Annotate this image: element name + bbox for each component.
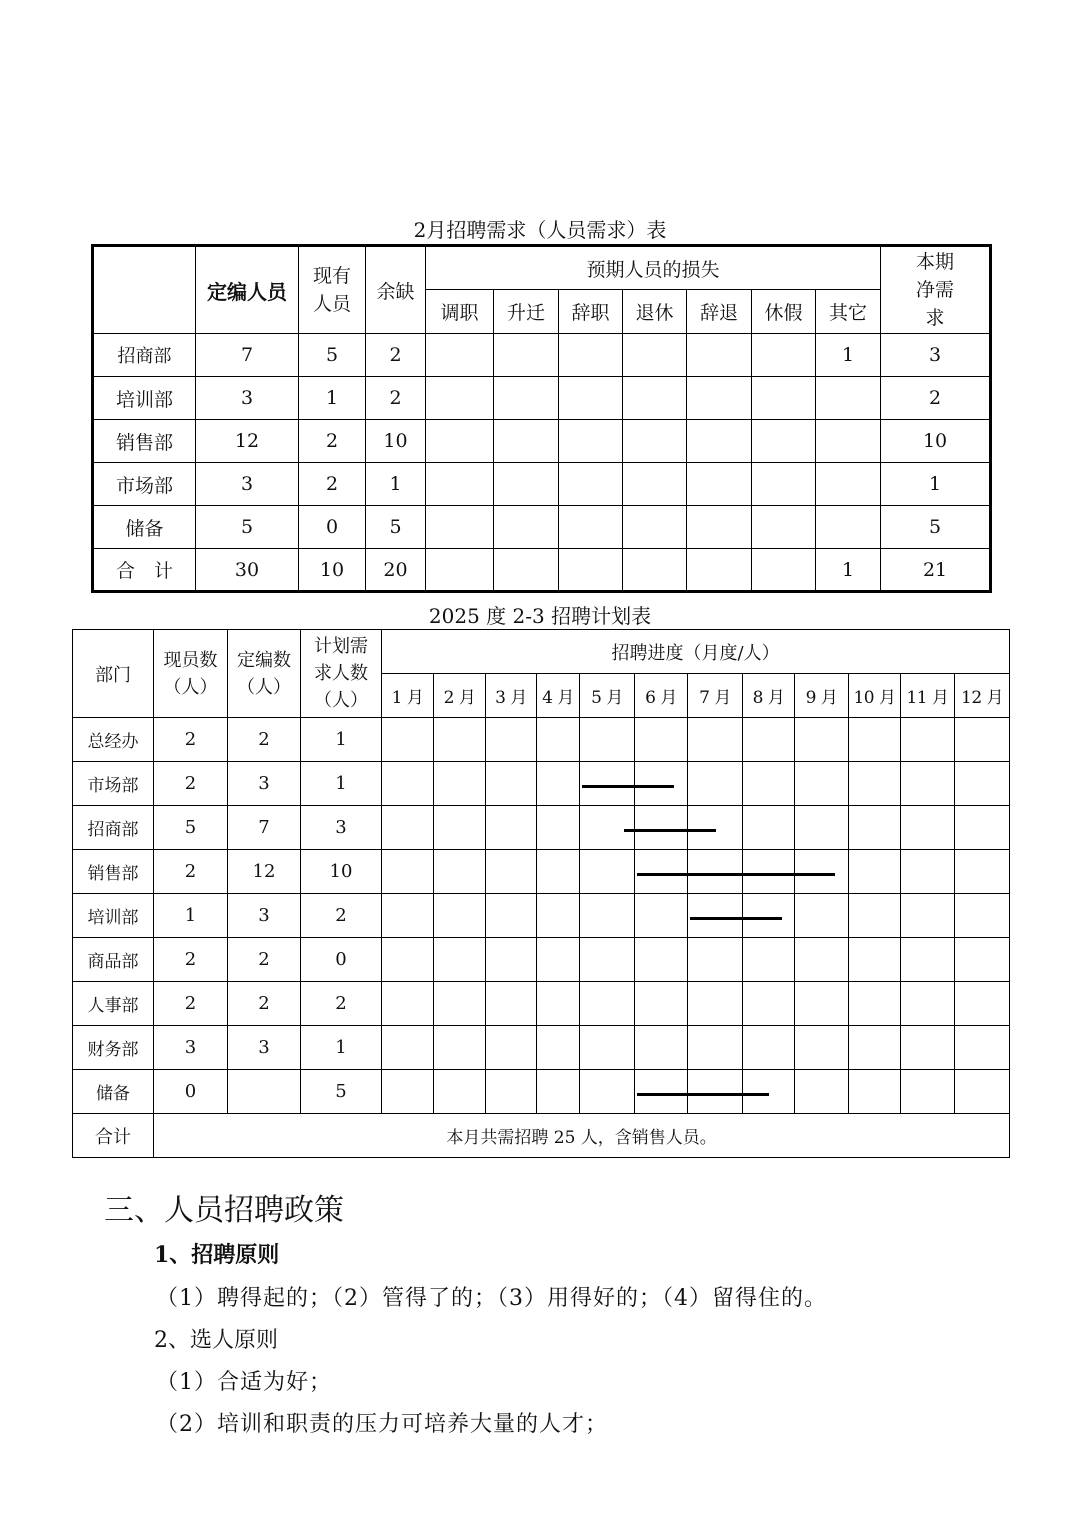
table-row bbox=[93, 420, 991, 463]
month-cell bbox=[635, 894, 688, 938]
other-loss-cell bbox=[816, 377, 881, 420]
recruitment-demand-table bbox=[91, 244, 992, 593]
plan-cell: 1 bbox=[301, 1026, 382, 1070]
table-row bbox=[93, 377, 991, 420]
other-loss-cell bbox=[816, 420, 881, 463]
table-row bbox=[73, 938, 1010, 982]
loss-cell bbox=[752, 506, 816, 549]
month-cell bbox=[486, 1026, 537, 1070]
header-month: 10 月 bbox=[849, 674, 901, 718]
table-row bbox=[73, 850, 1010, 894]
net-cell: 5 bbox=[881, 506, 991, 549]
month-cell bbox=[635, 1026, 688, 1070]
loss-cell bbox=[687, 506, 752, 549]
month-cell bbox=[580, 762, 635, 806]
table-row bbox=[93, 463, 991, 506]
table-row bbox=[73, 806, 1010, 850]
xianyou-cell: 10 bbox=[299, 549, 366, 592]
month-cell bbox=[795, 1070, 849, 1114]
bianzhi-cell: 7 bbox=[196, 334, 299, 377]
month-cell bbox=[382, 850, 434, 894]
total-note: 本月共需招聘 25 人，含销售人员。 bbox=[154, 1114, 1010, 1158]
month-cell bbox=[795, 938, 849, 982]
plan-cell: 2 bbox=[301, 894, 382, 938]
loss-cell bbox=[559, 549, 623, 592]
header-month: 4 月 bbox=[537, 674, 580, 718]
loss-cell bbox=[494, 420, 559, 463]
loss-cell bbox=[752, 377, 816, 420]
month-cell bbox=[580, 1070, 635, 1114]
month-cell bbox=[688, 894, 743, 938]
dept-cell: 销售部 bbox=[73, 850, 154, 894]
month-cell bbox=[382, 982, 434, 1026]
month-cell bbox=[955, 850, 1010, 894]
month-cell bbox=[382, 938, 434, 982]
month-cell bbox=[486, 938, 537, 982]
plan-cell: 5 bbox=[301, 1070, 382, 1114]
month-cell bbox=[743, 1026, 795, 1070]
quota-cell: 2 bbox=[228, 982, 301, 1026]
dept-cell: 销售部 bbox=[93, 420, 196, 463]
month-cell bbox=[580, 806, 635, 850]
net-cell: 1 bbox=[881, 463, 991, 506]
month-cell bbox=[901, 982, 955, 1026]
header-loss-col: 辞退 bbox=[687, 290, 752, 334]
loss-cell bbox=[559, 334, 623, 377]
loss-cell bbox=[752, 549, 816, 592]
yuque-cell: 1 bbox=[366, 463, 426, 506]
month-cell bbox=[635, 806, 688, 850]
loss-cell bbox=[494, 377, 559, 420]
xianyou-cell: 1 bbox=[299, 377, 366, 420]
table-row bbox=[93, 549, 991, 592]
header-progress: 招聘进度（月度/人） bbox=[382, 630, 1010, 674]
dept-cell: 储备 bbox=[93, 506, 196, 549]
month-cell bbox=[580, 982, 635, 1026]
month-cell bbox=[580, 1026, 635, 1070]
month-cell bbox=[537, 982, 580, 1026]
month-cell bbox=[688, 762, 743, 806]
month-cell bbox=[955, 718, 1010, 762]
loss-cell bbox=[494, 463, 559, 506]
loss-cell bbox=[623, 463, 687, 506]
header-loss-col: 退休 bbox=[623, 290, 687, 334]
month-cell bbox=[434, 894, 486, 938]
month-cell bbox=[382, 894, 434, 938]
header-month: 12 月 bbox=[955, 674, 1010, 718]
month-cell bbox=[635, 938, 688, 982]
header-loss-col: 升迁 bbox=[494, 290, 559, 334]
table-row bbox=[73, 1070, 1010, 1114]
yuque-cell: 10 bbox=[366, 420, 426, 463]
month-cell bbox=[688, 938, 743, 982]
quota-cell: 12 bbox=[228, 850, 301, 894]
table-row bbox=[73, 762, 1010, 806]
current-cell: 5 bbox=[154, 806, 228, 850]
month-cell bbox=[795, 982, 849, 1026]
month-cell bbox=[955, 938, 1010, 982]
loss-cell bbox=[494, 549, 559, 592]
dept-cell: 培训部 bbox=[73, 894, 154, 938]
header-month: 11 月 bbox=[901, 674, 955, 718]
month-cell bbox=[795, 894, 849, 938]
loss-cell bbox=[494, 334, 559, 377]
month-cell bbox=[955, 762, 1010, 806]
month-cell bbox=[486, 718, 537, 762]
yuque-cell: 5 bbox=[366, 506, 426, 549]
month-cell bbox=[743, 938, 795, 982]
loss-cell bbox=[687, 463, 752, 506]
section-heading: 三、人员招聘政策 bbox=[104, 1193, 344, 1228]
dept-cell: 财务部 bbox=[73, 1026, 154, 1070]
header-month: 6 月 bbox=[635, 674, 688, 718]
dept-cell: 培训部 bbox=[93, 377, 196, 420]
current-cell: 0 bbox=[154, 1070, 228, 1114]
plan-cell: 10 bbox=[301, 850, 382, 894]
header-plan: 计划需求人数（人） bbox=[301, 630, 382, 718]
loss-cell bbox=[426, 506, 494, 549]
month-cell bbox=[955, 1070, 1010, 1114]
month-cell bbox=[901, 1070, 955, 1114]
current-cell: 2 bbox=[154, 718, 228, 762]
net-cell: 10 bbox=[881, 420, 991, 463]
month-cell bbox=[795, 762, 849, 806]
paragraph-principles: （1）聘得起的；（2）管得了的；（3）用得好的；（4）留得住的。 bbox=[156, 1286, 827, 1311]
table1-title: 2月招聘需求（人员需求）表 bbox=[413, 218, 667, 242]
month-cell bbox=[635, 762, 688, 806]
loss-cell bbox=[559, 506, 623, 549]
loss-cell bbox=[623, 334, 687, 377]
month-cell bbox=[434, 806, 486, 850]
header-month: 1 月 bbox=[382, 674, 434, 718]
month-cell bbox=[849, 894, 901, 938]
current-cell: 1 bbox=[154, 894, 228, 938]
header-quota: 定编数（人） bbox=[228, 630, 301, 718]
other-loss-cell: 1 bbox=[816, 549, 881, 592]
header-yuque: 余缺 bbox=[366, 246, 426, 334]
header-month: 3 月 bbox=[486, 674, 537, 718]
month-cell bbox=[849, 982, 901, 1026]
current-cell: 2 bbox=[154, 762, 228, 806]
month-cell bbox=[743, 1070, 795, 1114]
dept-cell: 人事部 bbox=[73, 982, 154, 1026]
month-cell bbox=[434, 1070, 486, 1114]
loss-cell bbox=[426, 334, 494, 377]
dept-cell: 储备 bbox=[73, 1070, 154, 1114]
month-cell bbox=[743, 718, 795, 762]
month-cell bbox=[849, 806, 901, 850]
dept-cell: 招商部 bbox=[73, 806, 154, 850]
other-loss-cell: 1 bbox=[816, 334, 881, 377]
month-cell bbox=[849, 938, 901, 982]
month-cell bbox=[486, 806, 537, 850]
plan-cell: 1 bbox=[301, 718, 382, 762]
dept-cell: 合 计 bbox=[93, 549, 196, 592]
month-cell bbox=[955, 982, 1010, 1026]
dept-cell: 总经办 bbox=[73, 718, 154, 762]
month-cell bbox=[743, 762, 795, 806]
loss-cell bbox=[687, 549, 752, 592]
month-cell bbox=[795, 850, 849, 894]
month-cell bbox=[795, 806, 849, 850]
header-blank bbox=[93, 246, 196, 334]
table-row bbox=[93, 506, 991, 549]
quota-cell: 3 bbox=[228, 894, 301, 938]
month-cell bbox=[955, 806, 1010, 850]
table-row bbox=[73, 894, 1010, 938]
header-loss-col: 其它 bbox=[816, 290, 881, 334]
month-cell bbox=[537, 806, 580, 850]
paragraph-item-1: （1）合适为好； bbox=[156, 1370, 332, 1395]
month-cell bbox=[434, 718, 486, 762]
month-cell bbox=[688, 982, 743, 1026]
header-month: 8 月 bbox=[743, 674, 795, 718]
current-cell: 3 bbox=[154, 1026, 228, 1070]
month-cell bbox=[537, 938, 580, 982]
other-loss-cell bbox=[816, 506, 881, 549]
loss-cell bbox=[559, 463, 623, 506]
month-cell bbox=[635, 1070, 688, 1114]
subheading-recruit-principle: 1、招聘原则 bbox=[154, 1242, 280, 1268]
month-cell bbox=[688, 718, 743, 762]
month-cell bbox=[901, 762, 955, 806]
yuque-cell: 2 bbox=[366, 377, 426, 420]
month-cell bbox=[382, 762, 434, 806]
quota-cell: 2 bbox=[228, 718, 301, 762]
loss-cell bbox=[623, 549, 687, 592]
loss-cell bbox=[426, 463, 494, 506]
xianyou-cell: 5 bbox=[299, 334, 366, 377]
month-cell bbox=[901, 850, 955, 894]
month-cell bbox=[795, 1026, 849, 1070]
month-cell bbox=[434, 762, 486, 806]
month-cell bbox=[901, 894, 955, 938]
net-cell: 21 bbox=[881, 549, 991, 592]
bianzhi-cell: 5 bbox=[196, 506, 299, 549]
table-row bbox=[73, 1026, 1010, 1070]
month-cell bbox=[635, 850, 688, 894]
paragraph-item-2: （2）培训和职责的压力可培养大量的人才； bbox=[156, 1412, 608, 1437]
month-cell bbox=[901, 938, 955, 982]
month-cell bbox=[688, 806, 743, 850]
month-cell bbox=[849, 1070, 901, 1114]
plan-cell: 0 bbox=[301, 938, 382, 982]
bianzhi-cell: 12 bbox=[196, 420, 299, 463]
header-month: 5 月 bbox=[580, 674, 635, 718]
loss-cell bbox=[687, 334, 752, 377]
month-cell bbox=[635, 982, 688, 1026]
xianyou-cell: 2 bbox=[299, 463, 366, 506]
xianyou-cell: 0 bbox=[299, 506, 366, 549]
header-current: 现员数（人） bbox=[154, 630, 228, 718]
table-row bbox=[73, 982, 1010, 1026]
month-cell bbox=[955, 1026, 1010, 1070]
month-cell bbox=[688, 1026, 743, 1070]
month-cell bbox=[537, 762, 580, 806]
month-cell bbox=[849, 762, 901, 806]
month-cell bbox=[382, 718, 434, 762]
loss-cell bbox=[623, 377, 687, 420]
loss-cell bbox=[426, 377, 494, 420]
month-cell bbox=[955, 894, 1010, 938]
bianzhi-cell: 3 bbox=[196, 377, 299, 420]
header-dept: 部门 bbox=[73, 630, 154, 718]
header-loss-group: 预期人员的损失 bbox=[426, 246, 881, 290]
month-cell bbox=[849, 1026, 901, 1070]
month-cell bbox=[537, 1026, 580, 1070]
current-cell: 2 bbox=[154, 938, 228, 982]
header-loss-col: 调职 bbox=[426, 290, 494, 334]
month-cell bbox=[580, 850, 635, 894]
loss-cell bbox=[752, 334, 816, 377]
quota-cell: 3 bbox=[228, 1026, 301, 1070]
loss-cell bbox=[426, 549, 494, 592]
dept-cell: 市场部 bbox=[73, 762, 154, 806]
quota-cell bbox=[228, 1070, 301, 1114]
yuque-cell: 2 bbox=[366, 334, 426, 377]
quota-cell: 2 bbox=[228, 938, 301, 982]
total-label: 合计 bbox=[73, 1114, 154, 1158]
month-cell bbox=[901, 1026, 955, 1070]
month-cell bbox=[795, 718, 849, 762]
month-cell bbox=[486, 762, 537, 806]
plan-cell: 3 bbox=[301, 806, 382, 850]
month-cell bbox=[434, 938, 486, 982]
current-cell: 2 bbox=[154, 850, 228, 894]
month-cell bbox=[743, 894, 795, 938]
header-month: 7 月 bbox=[688, 674, 743, 718]
month-cell bbox=[849, 718, 901, 762]
month-cell bbox=[486, 1070, 537, 1114]
loss-cell bbox=[687, 377, 752, 420]
yuque-cell: 20 bbox=[366, 549, 426, 592]
dept-cell: 市场部 bbox=[93, 463, 196, 506]
header-loss-col: 辞职 bbox=[559, 290, 623, 334]
month-cell bbox=[901, 806, 955, 850]
month-cell bbox=[635, 718, 688, 762]
month-cell bbox=[382, 1026, 434, 1070]
month-cell bbox=[537, 850, 580, 894]
month-cell bbox=[688, 1070, 743, 1114]
table-row bbox=[93, 334, 991, 377]
plan-cell: 2 bbox=[301, 982, 382, 1026]
month-cell bbox=[849, 850, 901, 894]
net-cell: 2 bbox=[881, 377, 991, 420]
month-cell bbox=[486, 850, 537, 894]
loss-cell bbox=[559, 377, 623, 420]
header-loss-col: 休假 bbox=[752, 290, 816, 334]
table2-title: 2025 度 2-3 招聘计划表 bbox=[428, 604, 652, 628]
month-cell bbox=[688, 850, 743, 894]
header-bianzhi: 定编人员 bbox=[196, 246, 299, 334]
loss-cell bbox=[426, 420, 494, 463]
header-net: 本期净需求 bbox=[881, 246, 991, 334]
bianzhi-cell: 30 bbox=[196, 549, 299, 592]
quota-cell: 3 bbox=[228, 762, 301, 806]
quota-cell: 7 bbox=[228, 806, 301, 850]
table-row bbox=[73, 718, 1010, 762]
month-cell bbox=[382, 806, 434, 850]
month-cell bbox=[743, 982, 795, 1026]
month-cell bbox=[537, 718, 580, 762]
month-cell bbox=[580, 938, 635, 982]
loss-cell bbox=[752, 463, 816, 506]
dept-cell: 商品部 bbox=[73, 938, 154, 982]
month-cell bbox=[901, 718, 955, 762]
header-xianyou: 现有人员 bbox=[299, 246, 366, 334]
recruitment-plan-table bbox=[72, 629, 1010, 1158]
month-cell bbox=[434, 982, 486, 1026]
loss-cell bbox=[687, 420, 752, 463]
plan-cell: 1 bbox=[301, 762, 382, 806]
month-cell bbox=[434, 850, 486, 894]
loss-cell bbox=[559, 420, 623, 463]
month-cell bbox=[434, 1026, 486, 1070]
header-month: 2 月 bbox=[434, 674, 486, 718]
net-cell: 3 bbox=[881, 334, 991, 377]
month-cell bbox=[537, 894, 580, 938]
month-cell bbox=[382, 1070, 434, 1114]
loss-cell bbox=[623, 506, 687, 549]
loss-cell bbox=[494, 506, 559, 549]
month-cell bbox=[537, 1070, 580, 1114]
month-cell bbox=[743, 806, 795, 850]
loss-cell bbox=[752, 420, 816, 463]
dept-cell: 招商部 bbox=[93, 334, 196, 377]
bianzhi-cell: 3 bbox=[196, 463, 299, 506]
current-cell: 2 bbox=[154, 982, 228, 1026]
xianyou-cell: 2 bbox=[299, 420, 366, 463]
month-cell bbox=[580, 894, 635, 938]
month-cell bbox=[743, 850, 795, 894]
month-cell bbox=[486, 894, 537, 938]
month-cell bbox=[580, 718, 635, 762]
subheading-selection-principle: 2、选人原则 bbox=[154, 1328, 278, 1353]
month-cell bbox=[486, 982, 537, 1026]
header-month: 9 月 bbox=[795, 674, 849, 718]
loss-cell bbox=[623, 420, 687, 463]
other-loss-cell bbox=[816, 463, 881, 506]
